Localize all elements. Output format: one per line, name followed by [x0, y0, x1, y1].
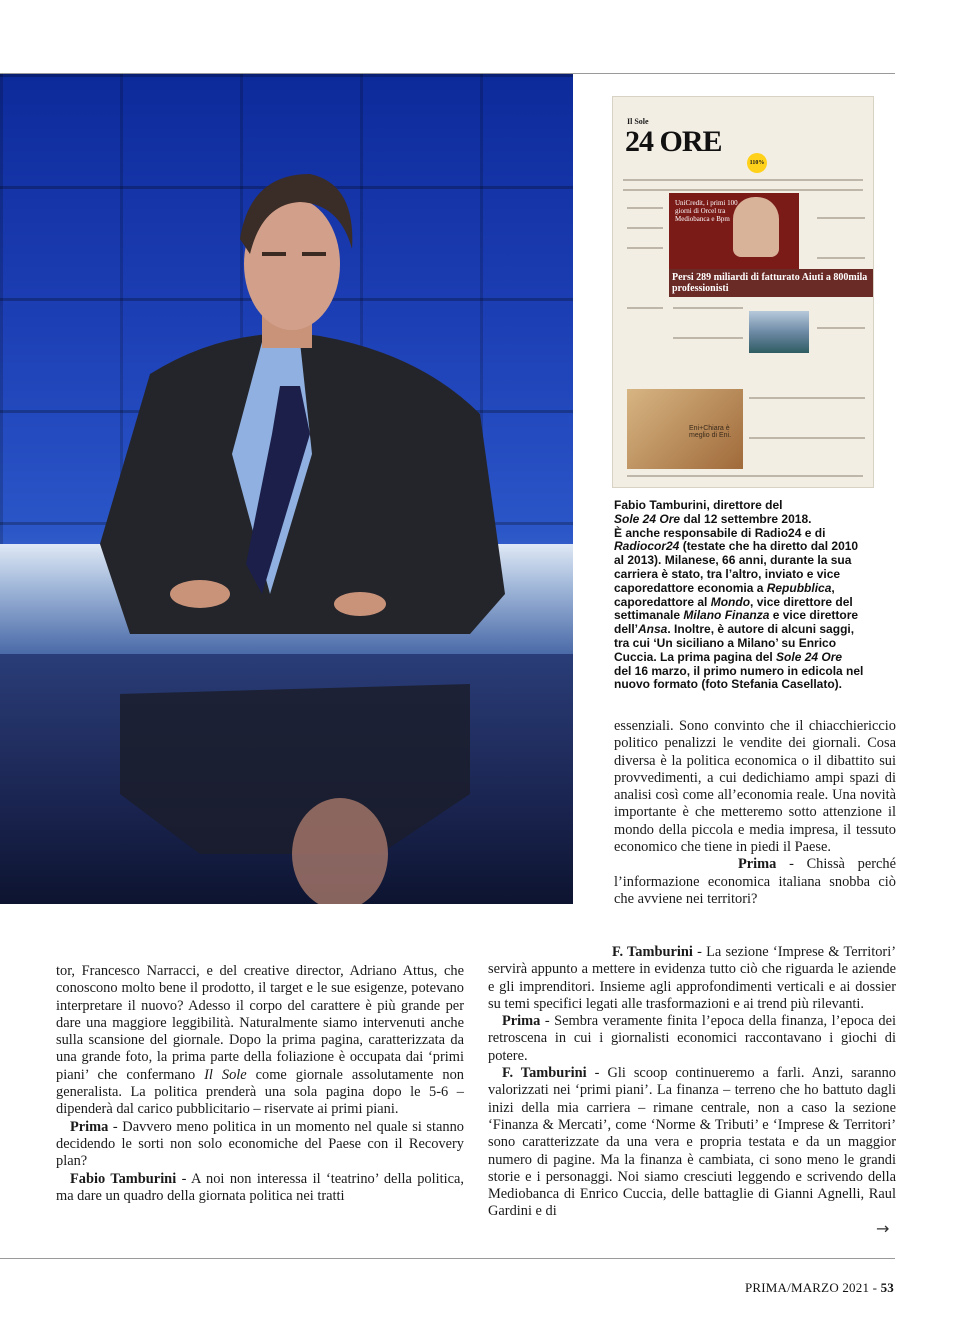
- caption-italic: Ansa: [638, 622, 668, 637]
- caption-line: Cuccia. La prima pagina del: [614, 649, 777, 664]
- caption-line: , vice direttore del: [750, 594, 853, 609]
- speaker-label: Prima: [738, 856, 777, 873]
- newspaper-ad-text: Eni+Chiara è meglio di Eni.: [689, 425, 732, 439]
- page-footer: [745, 1280, 894, 1296]
- article-column-left: [56, 963, 464, 1205]
- newspaper-text-line: [627, 475, 863, 477]
- speaker-label: F. Tamburini: [502, 1065, 587, 1082]
- newspaper-photo-face: [733, 197, 779, 257]
- newspaper-rule: [623, 179, 863, 181]
- bottom-rule: [0, 1258, 895, 1259]
- question-text: - Davvero meno politica in un momento nel quale si stanno decidendo le sorti non solo economiche del Paese con il Recovery plan?: [56, 1118, 464, 1170]
- question-text: - Chissà perché l’informazione economica italiana snobba ciò che avviene nei territori?: [614, 856, 896, 907]
- newspaper-main-headline: Persi 289 miliardi di fatturato Aiuti a 800mila professionisti: [669, 269, 873, 297]
- caption-line: Fabio Tamburini, direttore del: [614, 498, 783, 512]
- newspaper-text-line: [817, 257, 865, 259]
- photo-caption: [614, 499, 889, 692]
- portrait-figure: [0, 74, 573, 904]
- portrait-photo: [0, 74, 573, 904]
- newspaper-text-line: [817, 327, 865, 329]
- answer-text: - La sezione ‘Imprese & Territori’ servirà appunto a mettere in evidenza tutto ciò che riguarda le aziende e gli imprenditori. Insieme agli approfondimenti verticali e ai dossier su temi specifici legati alle trasformazioni e ai trend più rilevanti.: [488, 944, 896, 1012]
- answer-text: - Gli scoop continueremo a farli. Anzi, saranno valorizzati nei ‘primi piani’. La finanza – terreno che ho battuto dagli inizi della mia carriera – rimane centrale, non a caso la sezione ‘Finanza & Mercati’, come ‘Norme & Tributi’ e ‘Imprese & Territori’ sono caratterizzate da una vera e propria testata e da un maggior numero di pagine. Ma la finanza è cambiata, ci sono meno le grandi storie e i personaggi. Noi siamo cresciuti leggendo e scrivendo della Mediobanca di Enrico Cuccia, delle battaglie di Gianni Agnelli, Raul Gardini e di: [488, 1065, 896, 1220]
- caption-line: dell’: [614, 622, 639, 637]
- caption-italic: Repubblica: [766, 580, 832, 595]
- newspaper-text-line: [627, 247, 663, 249]
- speaker-label: F. Tamburini: [612, 944, 693, 960]
- answer-text: - A noi non interessa il ‘teatrino’ della politica, ma dare un quadro della giornata politica nei tratti: [56, 1170, 464, 1204]
- caption-italic: Sole 24 Ore: [614, 511, 681, 526]
- caption-line: settimanale: [614, 608, 684, 623]
- continue-arrow-icon: →: [876, 1219, 890, 1238]
- newspaper-front-page: [613, 97, 873, 487]
- article-question: [56, 1119, 464, 1171]
- caption-line: nuovo formato (foto Stefania Casellato).: [614, 677, 843, 692]
- paragraph-text: come giornale assolutamente non generalista. La politica prenderà una sola pagina dopo le 5-6 – dipenderà dal carico pubblicitario – riservate ai primi piani.: [56, 1066, 464, 1118]
- footer-publication: PRIMA/MARZO 2021 -: [744, 1280, 881, 1295]
- caption-line: caporedattore al: [614, 594, 711, 609]
- article-paragraph: essenziali. Sono convinto che il chiacchiericcio politico penalizzi le vendite dei giornali. Cosa diversa è la politica economica o il dibattito sui provvedimenti, a cui dedichiamo ampi spazi di analisi così come all’economia reale. Una novità importante è che metteremo sotto attenzione il mondo della piccola e media impresa, il tessuto economico che tiene in piedi il Paese.: [614, 718, 896, 856]
- newspaper-lake-photo: [749, 311, 809, 353]
- newspaper-text-line: [673, 307, 743, 309]
- caption-line: al 2013). Milanese, 66 anni, durante la sua: [614, 553, 852, 568]
- caption-line: carriera è stato, tra l’altro, inviato e vice: [614, 566, 841, 581]
- newspaper-masthead-small: Il Sole: [627, 117, 649, 126]
- caption-italic: Milano Finanza: [683, 608, 770, 623]
- newspaper-text-line: [749, 437, 865, 439]
- caption-line: del 16 marzo, il primo numero in edicola nel: [614, 663, 864, 678]
- article-column-right-top: [614, 718, 896, 908]
- speaker-label: Prima: [502, 1013, 541, 1030]
- paragraph-text: tor, Francesco Narracci, e del creative director, Adriano Attus, che conoscono molto bene il prodotto, il target e le sue esigenze, potevano interpretare il nuovo? Adesso il corpo del carattere è più grande per dare una maggiore leggibilità. Naturalmente siamo intervenuti anche sulla scansione del giornale. Dopo la prima pagina, caratterizzata da una grande foto, la prima parte della foliazione è occupata dai ‘primi piani’ che confermano: [56, 963, 464, 1083]
- caption-italic: Radiocor24: [614, 539, 680, 554]
- caption-line: . Inoltre, è autore di alcuni saggi,: [667, 622, 855, 637]
- caption-line: caporedattore economia a: [614, 580, 767, 595]
- speaker-label: Prima: [70, 1118, 109, 1135]
- article-question: [488, 1013, 896, 1065]
- newspaper-rule: [623, 189, 863, 191]
- article-answer: [56, 1171, 464, 1206]
- newspaper-text-line: [749, 397, 865, 399]
- article-question: [614, 856, 896, 908]
- article-answer: [488, 1065, 896, 1221]
- caption-line: tra cui ‘Un siciliano a Milano’ su Enrico: [614, 635, 837, 650]
- caption-italic: Sole 24 Ore: [776, 649, 843, 664]
- newspaper-text-line: [627, 307, 663, 309]
- article-column-right-bottom: [488, 944, 896, 1221]
- caption-line: ,: [831, 580, 835, 595]
- newspaper-text-line: [817, 217, 865, 219]
- newspaper-text-line: [627, 227, 663, 229]
- newspaper-top-headline: UniCredit, i primi 100 giorni di Orcel tra Mediobanca e Bpm: [675, 199, 738, 223]
- newspaper-badge: 110%: [747, 153, 767, 173]
- page-number: 53: [880, 1280, 894, 1295]
- speaker-label: Fabio Tamburini: [70, 1170, 177, 1187]
- paragraph-italic: Il Sole: [204, 1066, 247, 1083]
- article-paragraph: [56, 963, 464, 1119]
- newspaper-ad: [627, 389, 743, 469]
- caption-line: È anche responsabile di Radio24 e di: [614, 525, 826, 540]
- article-answer: [488, 944, 896, 1013]
- caption-line: e vice direttore: [769, 608, 859, 623]
- caption-italic: Mondo: [710, 594, 751, 609]
- newspaper-text-line: [627, 207, 663, 209]
- question-text: - Sembra veramente finita l’epoca della finanza, l’epoca dei retroscena in cui i giornalisti economici raccontavano i giochi di potere.: [488, 1013, 896, 1064]
- caption-line: dal 12 settembre 2018.: [680, 511, 812, 526]
- newspaper-masthead: 24 ORE: [625, 125, 722, 158]
- caption-line: (testate che ha diretto dal 2010: [679, 539, 859, 554]
- newspaper-text-line: [673, 337, 743, 339]
